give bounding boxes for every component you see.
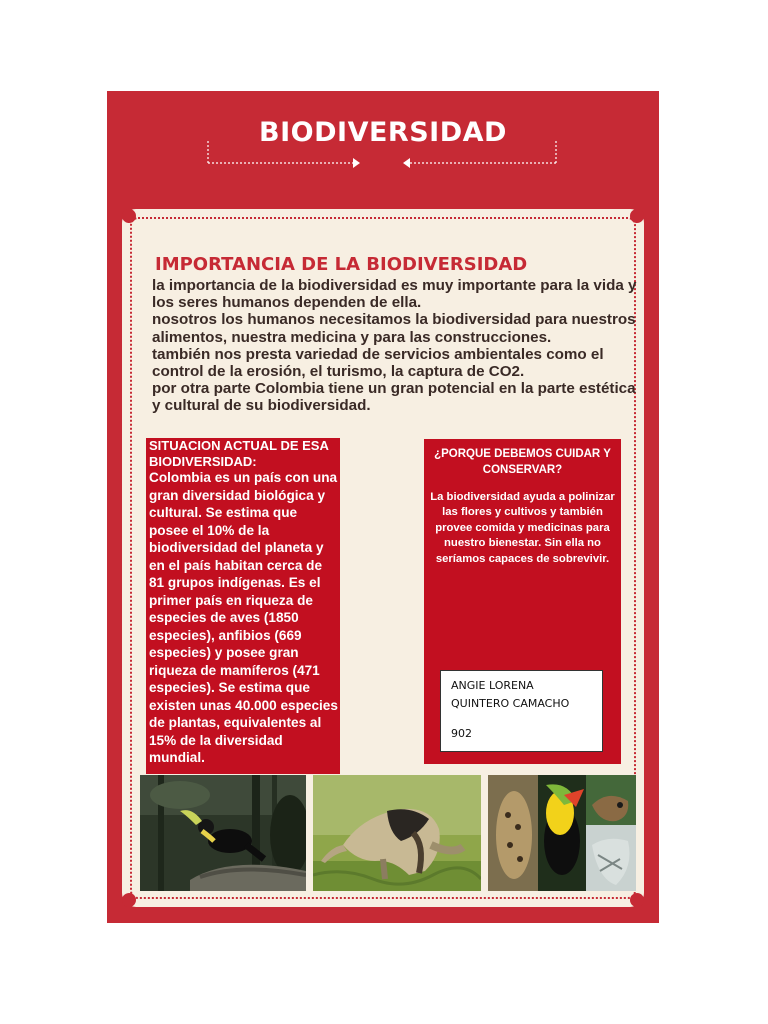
why-conserve-text: La biodiversidad ayuda a polinizar las flores y cultivos y también provee comida y medicinas para nuestro bienestar. Sin ella no seríamos capaces de sobrevivir.	[430, 491, 615, 565]
anteater-photo	[313, 775, 481, 891]
author-box	[440, 670, 603, 752]
author-name-line2: QUINTERO CAMACHO	[451, 697, 570, 710]
corner-dot	[122, 209, 136, 223]
importance-heading: IMPORTANCIA DE LA BIODIVERSIDAD	[155, 254, 528, 275]
author-grade: 902	[451, 727, 472, 740]
toucan-photo	[140, 775, 306, 891]
why-conserve-heading: ¿PORQUE DEBEMOS CUIDAR Y CONSERVAR?	[434, 448, 611, 476]
importance-paragraph: la importancia de la biodiversidad es muy importante para la vida y los seres humanos dependen de ella.	[152, 277, 637, 312]
corner-dot	[630, 209, 644, 223]
corner-dot	[630, 893, 644, 907]
wildlife-collage-photo	[488, 775, 636, 891]
title-decoration	[107, 91, 659, 191]
content-panel	[122, 209, 644, 907]
importance-text	[152, 277, 638, 415]
poster	[107, 91, 659, 923]
poster-title: BIODIVERSIDAD	[259, 117, 507, 148]
current-situation-text: Colombia es un país con una gran diversidad biológica y cultural. Se estima que posee el 10% de la biodiversidad del planeta y en el país habitan cerca de 81 grupos indígenas. Es el primer país en riqueza de especies de aves (1850 especies), anfibios (669 especies) y posee gran riqueza de mamíferos (471 especies). Se estima que existen unas 40.000 especies de plantas, equivalentes al 15% de la diversidad mundial.	[149, 470, 338, 765]
author-name-line1: ANGIE LORENA	[451, 679, 534, 692]
corner-dot	[122, 893, 136, 907]
importance-paragraph: también nos presta variedad de servicios ambientales como el control de la erosión, el turismo, la captura de CO2.	[152, 345, 604, 381]
importance-paragraph: por otra parte Colombia tiene un gran potencial en la parte estética y cultural de su biodiversidad.	[152, 380, 636, 415]
current-situation-box	[146, 438, 340, 774]
current-situation-heading: SITUACION ACTUAL DE ESA BIODIVERSIDAD:	[149, 438, 329, 469]
importance-paragraph: nosotros los humanos necesitamos la biodiversidad para nuestros alimentos, nuestra medicina y para las construcciones.	[152, 311, 636, 346]
